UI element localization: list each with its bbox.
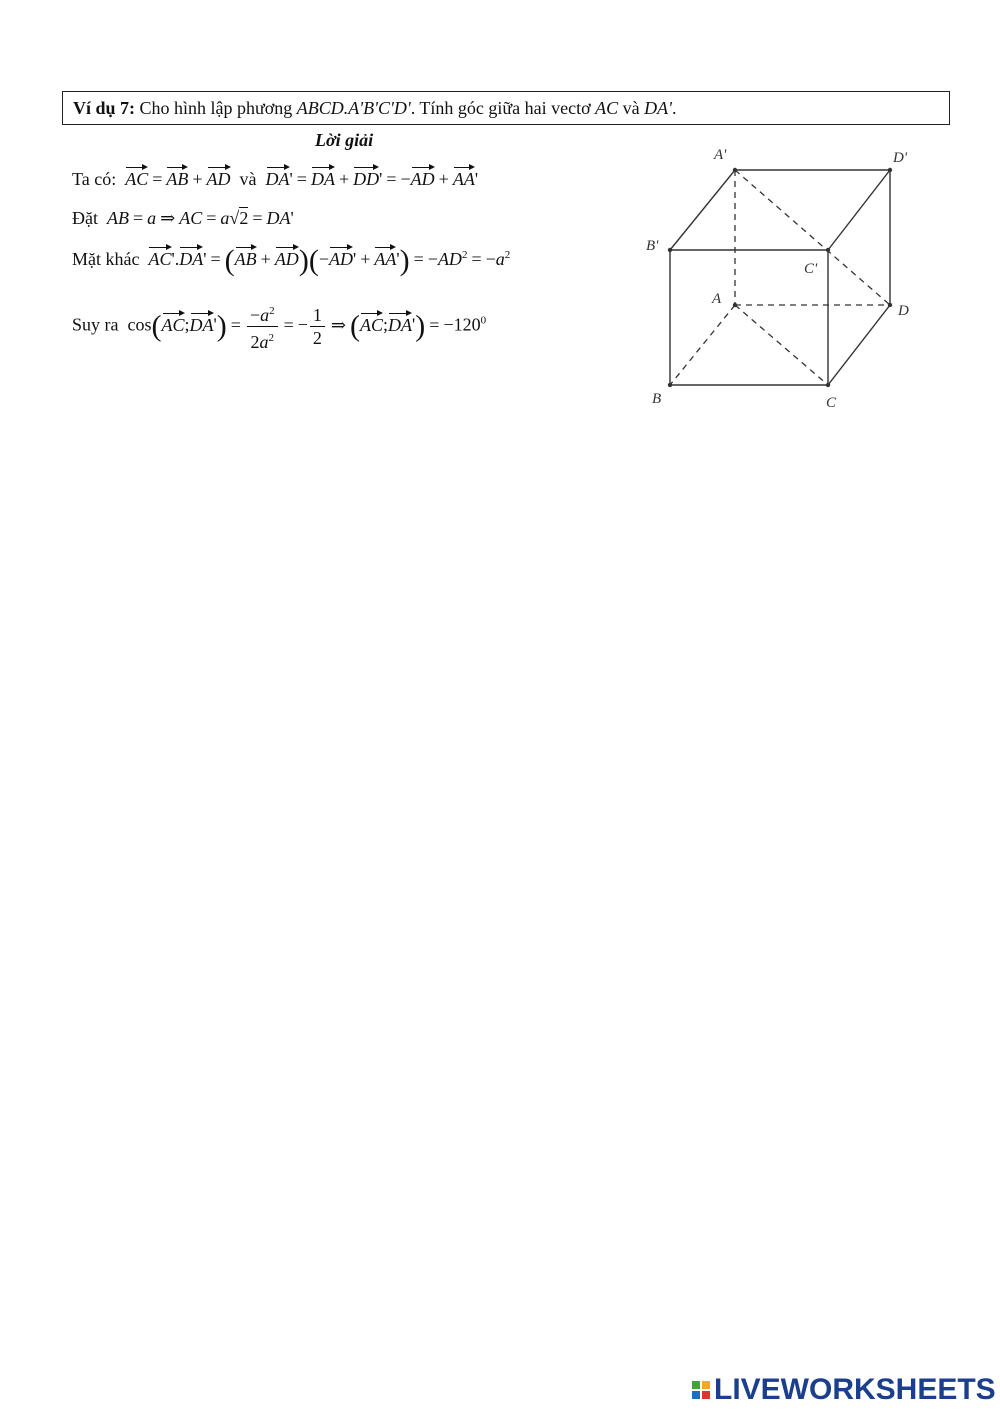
label-d: D (898, 303, 909, 319)
logo-icon (692, 1381, 710, 1399)
solution-line-3: Mặt khác $AC'.DA' = (AB + AD)(-AD' + AA') = -AD^2 = -a^2$ (72, 244, 511, 277)
logo-text: LIVEWORKSHEETS (714, 1373, 996, 1406)
problem-statement (62, 91, 950, 125)
label-a-prime: A' (714, 147, 727, 163)
line4-prefix: Suy ra (72, 314, 119, 335)
and-word: và (239, 169, 257, 189)
label-d-prime: D' (893, 150, 908, 166)
result-sup: 0 (480, 314, 487, 327)
edge-c1d1 (828, 170, 890, 250)
line3-prefix: Mặt khác (72, 249, 140, 270)
problem-label: Ví dụ 7: (73, 98, 136, 118)
edge-cd (828, 305, 890, 385)
label-b-prime: B' (646, 238, 659, 254)
label-c: C (826, 395, 837, 411)
logo-square-3 (692, 1391, 700, 1399)
solution-heading: Lời giải (315, 130, 374, 150)
vector-da-prime: DA' (644, 98, 672, 118)
diag-ac-hidden (735, 305, 828, 385)
logo-square-2 (702, 1381, 710, 1389)
solution-line-1: Ta có: AC = AB + AD và DA' = DA + DD' = −AD + AA' (72, 166, 478, 190)
logo-square-1 (692, 1381, 700, 1389)
edge-ab-hidden (670, 305, 735, 385)
liveworksheets-logo (692, 1372, 996, 1408)
cube-name: ABCD.A'B'C'D' (296, 98, 411, 118)
result-angle: 120 (453, 314, 481, 335)
solution-line-2: Đặt AB = a ⇒ AC = a√2 = DA' (72, 208, 294, 228)
problem-text-1: Cho hình lập phương (135, 98, 297, 118)
label-c-prime: C' (804, 261, 818, 277)
problem-text-2: . Tính góc giữa hai vectơ (410, 98, 596, 118)
edge-a1b1 (670, 170, 735, 250)
line1-prefix: Ta có: (72, 169, 117, 189)
problem-end: . (671, 98, 677, 118)
cube-figure (630, 135, 930, 415)
solution-line-4: Suy ra cos(AC;DA') = $\frac{-a^2}{2a^2}$ = − $\frac{1}{2}$ ⇒ (AC;DA') = $-120^0$ (72, 300, 486, 353)
vector-ac: AC (595, 98, 619, 118)
label-b: B (652, 391, 662, 407)
problem-text-3: và (618, 98, 645, 118)
diag-a1d-hidden (735, 170, 890, 305)
logo-square-4 (702, 1391, 710, 1399)
line2-prefix: Đặt (72, 208, 98, 228)
label-a: A (712, 291, 722, 307)
